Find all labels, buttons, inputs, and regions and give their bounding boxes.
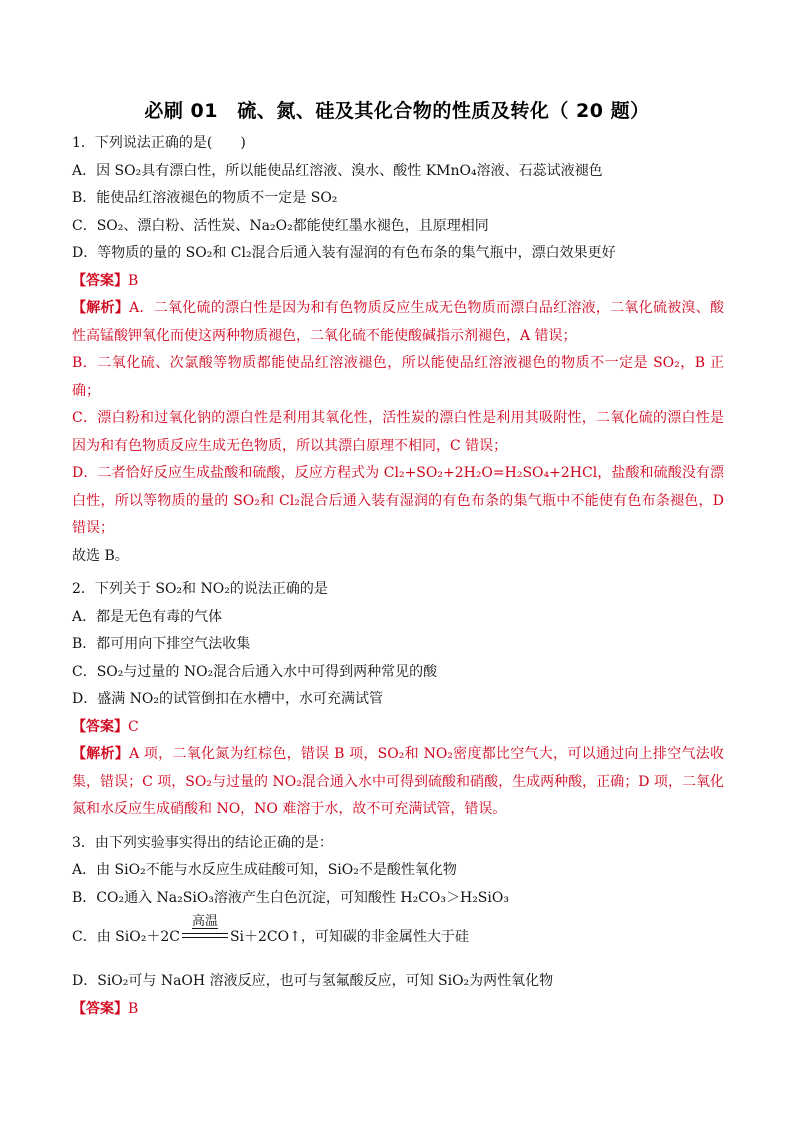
option-c-suffix: Si＋2CO↑，可知碳的非金属性大于硅 [229,929,469,945]
question-3-stem: 3．由下列实验事实得出的结论正确的是： [72,834,333,851]
question-1-conclusion: 故选 B。 [72,547,129,564]
question-3-option-a: A．由 SiO₂不能与水反应生成硅酸可知，SiO₂不是酸性氧化物 [72,862,457,878]
question-2-analysis [72,741,724,824]
question-3-answer-row [72,996,724,1024]
question-2 [72,576,724,824]
question-2-option-b: B．都可用向下排空气法收集 [72,636,251,652]
page-title: 必刷 01 硫、氮、硅及其化合物的性质及转化（ 20 题） [144,100,650,122]
question-1-analysis-a [72,295,724,350]
document-body [72,130,724,1023]
answer-value: B [128,272,139,289]
analysis-label: 【解析】 [72,746,130,762]
answer-value: B [128,1000,139,1017]
answer-value: C [128,718,139,735]
question-1 [72,130,724,570]
question-1-option-d: D．等物质的量的 SO₂和 Cl₂混合后通入装有湿润的有色布条的集气瓶中，漂白效果更好 [72,245,616,261]
option-c-prefix: C．由 SiO₂＋2C [72,929,180,945]
analysis-text: A 项，二氧化氮为红棕色，错误 B 项，SO₂和 NO₂密度都比空气大，可以通过向上排空气法收集，错误；C 项，SO₂与过量的 NO₂混合通入水中可得到硫酸和硝酸，生成两种酸，正确；D 项，二氧化氮和水反应生成硝酸和 NO，NO 难溶于水，故不可充满试管，错误。 [72,746,725,817]
answer-label: 【答案】 [72,272,128,289]
answer-label: 【答案】 [72,718,128,735]
question-2-stem: 2．下列关于 SO₂和 NO₂的说法正确的是 [72,581,328,597]
question-1-analysis-c: C．漂白粉和过氧化钠的漂白性是利用其氧化性，活性炭的漂白性是利用其吸附性，二氧化硫的漂白性是因为和有色物质反应生成无色物质，所以其漂白原理不相同，C 错误； [72,410,724,454]
question-1-answer-row [72,268,724,296]
question-1-option-b: B．能使品红溶液褪色的物质不一定是 SO₂ [72,190,338,206]
question-1-analysis-d: D．二者恰好反应生成盐酸和硫酸，反应方程式为 Cl₂+SO₂+2H₂O=H₂SO₄+2HCl，盐酸和硫酸没有漂白性，所以等物质的量的 SO₂和 Cl₂混合后通入装有湿润的有色布条的集气瓶中不能使有色布条褪色，D 错误； [72,465,724,536]
question-3 [72,830,724,1024]
question-2-answer-row [72,714,724,742]
question-3-option-d: D．SiO₂可与 NaOH 溶液反应，也可与氢氟酸反应，可知 SiO₂为两性氧化物 [72,973,554,989]
reaction-condition: 高温 [191,914,218,929]
question-2-option-c: C．SO₂与过量的 NO₂混合后通入水中可得到两种常见的酸 [72,663,438,680]
question-2-option-a: A．都是无色有毒的气体 [72,608,223,625]
reaction-arrow [182,914,228,944]
analysis-label: 【解析】 [72,300,130,316]
analysis-text: A．二氧化硫的漂白性是因为和有色物质反应生成无色物质而漂白品红溶液，二氧化硫被溴、酸性高锰酸钾氧化而使这两种物质褪色，二氧化硫不能使酸碱指示剂褪色，A 错误； [72,300,725,344]
question-2-option-d: D．盛满 NO₂的试管倒扣在水槽中，水可充满试管 [72,691,384,707]
question-3-option-c [72,912,724,956]
question-3-option-b: B．CO₂通入 Na₂SiO₃溶液产生白色沉淀，可知酸性 H₂CO₃＞H₂SiO₃ [72,889,509,906]
question-1-analysis-b: B．二氧化硫、次氯酸等物质都能使品红溶液褪色，所以能使品红溶液褪色的物质不一定是 SO₂，B 正确； [72,355,724,399]
answer-label: 【答案】 [72,1000,128,1017]
question-1-option-a: A．因 SO₂具有漂白性，所以能使品红溶液、溴水、酸性 KMnO₄溶液、石蕊试液褪色 [72,162,603,179]
question-1-option-c: C．SO₂、漂白粉、活性炭、Na₂O₂都能使红墨水褪色，且原理相同 [72,217,489,234]
question-1-stem: 1．下列说法正确的是( ) [72,135,246,151]
